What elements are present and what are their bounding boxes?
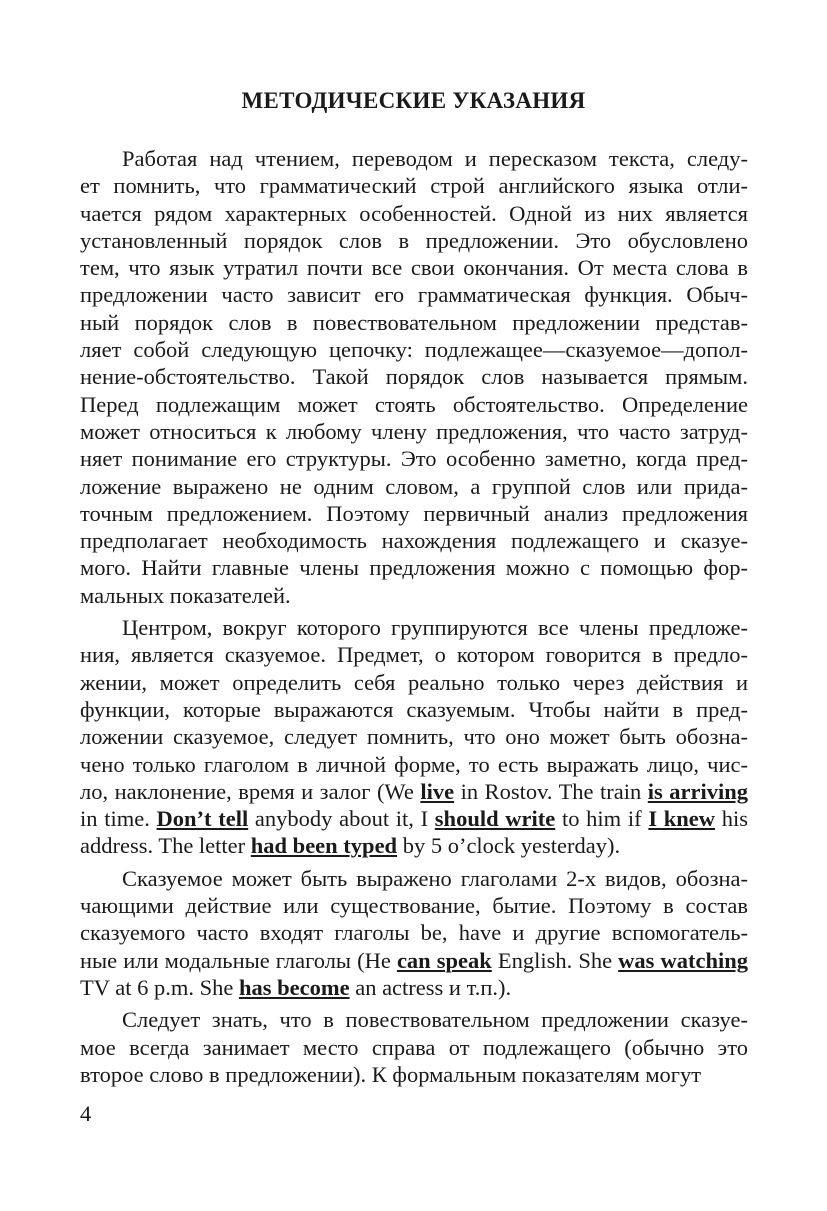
- text-segment: by 5 o’clock yesterday).: [397, 833, 621, 859]
- text-line: [80, 832, 748, 859]
- highlighted-predicate: should write: [434, 806, 556, 832]
- text-segment: жении, может определить себя реально только через действия и: [80, 669, 748, 695]
- text-segment: ляет собой следующую цепочку: подлежащее—сказуемое—допол-: [80, 337, 748, 363]
- text-line: [80, 974, 748, 1001]
- text-line: [80, 723, 748, 750]
- text-segment: мое всегда занимает место справа от подлежащего (обычно это: [80, 1034, 748, 1060]
- highlighted-predicate: has become: [238, 974, 350, 1000]
- text-segment: мальных показателей.: [80, 582, 291, 608]
- text-segment: сказуемого часто входят глаголы be, have и другие вспомогатель-: [80, 920, 748, 946]
- text-line: [80, 892, 748, 919]
- text-segment: Следует знать, что в повествовательном предложении сказуе-: [122, 1007, 748, 1033]
- text-segment: ложение выражено не одним словом, а группой слов или прида-: [80, 473, 748, 499]
- text-line: [80, 309, 748, 336]
- text-segment: нение-обстоятельство. Такой порядок слов называется прямым.: [80, 364, 748, 390]
- text-segment: мого. Найти главные члены предложения можно с помощью фор-: [80, 555, 748, 581]
- text-segment: Центром, вокруг которого группируются все члены предложе-: [122, 615, 748, 641]
- highlighted-predicate: had been typed: [250, 833, 398, 859]
- text-line: [80, 614, 748, 641]
- text-segment: an actress и т.п.).: [349, 974, 512, 1000]
- text-segment: может относиться к любому члену предложения, что часто затруд-: [80, 418, 748, 444]
- text-segment: Перед подлежащим может стоять обстоятельство. Определение: [80, 391, 748, 417]
- text-line: [80, 172, 748, 199]
- text-segment: ный порядок слов в повествовательном предложении представ-: [80, 309, 748, 335]
- text-segment: предполагает необходимость нахождения подлежащего и сказуе-: [80, 528, 748, 554]
- text-line: [80, 254, 748, 281]
- text-segment: in Rostov. The train: [454, 778, 648, 804]
- highlighted-predicate: was watching: [618, 947, 748, 973]
- text-segment: in time.: [80, 806, 157, 832]
- text-line: [80, 445, 748, 472]
- text-line: [80, 865, 748, 892]
- text-segment: anybody about it, I: [248, 806, 435, 832]
- text-segment: чающими действие или существование, бытие. Поэтому в состав: [80, 893, 748, 919]
- text-line: [80, 947, 748, 974]
- paragraph: [80, 1006, 748, 1088]
- text-line: [80, 1006, 748, 1033]
- text-segment: TV at 6 p.m. She: [80, 974, 239, 1000]
- text-segment: ет помнить, что грамматический строй английского языка отли-: [80, 173, 748, 199]
- text-segment: чается рядом характерных особенностей. Одной из них является: [80, 200, 748, 226]
- paragraph: [80, 865, 748, 1001]
- text-line: [80, 200, 748, 227]
- text-segment: ные или модальные глаголы (He: [80, 947, 397, 973]
- text-line: [80, 473, 748, 500]
- text-segment: Сказуемое может быть выражено глаголами 2-х видов, обозна-: [122, 865, 748, 891]
- text-line: [80, 281, 748, 308]
- text-segment: точным предложением. Поэтому первичный анализ предложения: [80, 500, 748, 526]
- text-line: [80, 418, 748, 445]
- highlighted-predicate: can speak: [396, 947, 492, 973]
- text-segment: предложении часто зависит его грамматическая функция. Обыч-: [80, 282, 748, 308]
- text-segment: ложении сказуемое, следует помнить, что оно может быть обозна-: [80, 724, 748, 750]
- paragraph: [80, 145, 748, 609]
- text-segment: установленный порядок слов в предложении. Это обусловлено: [80, 227, 748, 253]
- text-line: [80, 145, 748, 172]
- text-line: [80, 751, 748, 778]
- text-line: [80, 919, 748, 946]
- text-segment: address. The letter: [80, 833, 251, 859]
- page-title: МЕТОДИЧЕСКИЕ УКАЗАНИЯ: [241, 88, 586, 113]
- text-line: [80, 500, 748, 527]
- highlighted-predicate: is arriving: [647, 778, 748, 804]
- text-segment: няет понимание его структуры. Это особенно заметно, когда пред-: [80, 446, 748, 472]
- highlighted-predicate: live: [420, 778, 455, 804]
- text-segment: ния, является сказуемое. Предмет, о котором говорится в предло-: [80, 642, 748, 668]
- text-line: [80, 805, 748, 832]
- text-line: [80, 1034, 748, 1061]
- text-line: [80, 227, 748, 254]
- text-line: [80, 582, 748, 609]
- highlighted-predicate: Don’t tell: [156, 806, 249, 832]
- text-line: [80, 1061, 748, 1088]
- text-line: [80, 641, 748, 668]
- text-line: [80, 554, 748, 581]
- page-number: 4: [80, 1101, 92, 1126]
- text-line: [80, 696, 748, 723]
- text-segment: ло, наклонение, время и залог (We: [80, 778, 421, 804]
- paragraph: [80, 614, 748, 860]
- text-line: [80, 669, 748, 696]
- text-segment: второе слово в предложении). К формальным показателям могут: [80, 1061, 702, 1087]
- text-line: [80, 363, 748, 390]
- text-segment: to him if: [555, 806, 649, 832]
- text-segment: функции, которые выражаются сказуемым. Чтобы найти в пред-: [80, 696, 748, 722]
- text-segment: чено только глаголом в личной форме, то есть выражать лицо, чис-: [80, 751, 748, 777]
- text-line: [80, 391, 748, 418]
- highlighted-predicate: I knew: [648, 806, 716, 832]
- text-segment: his: [715, 806, 748, 832]
- text-line: [80, 527, 748, 554]
- text-segment: English. She: [491, 947, 619, 973]
- body-text: [80, 145, 748, 1088]
- text-segment: тем, что язык утратил почти все свои окончания. От места слова в: [80, 255, 748, 281]
- text-line: [80, 778, 748, 805]
- text-line: [80, 336, 748, 363]
- text-segment: Работая над чтением, переводом и пересказом текста, следу-: [122, 146, 748, 171]
